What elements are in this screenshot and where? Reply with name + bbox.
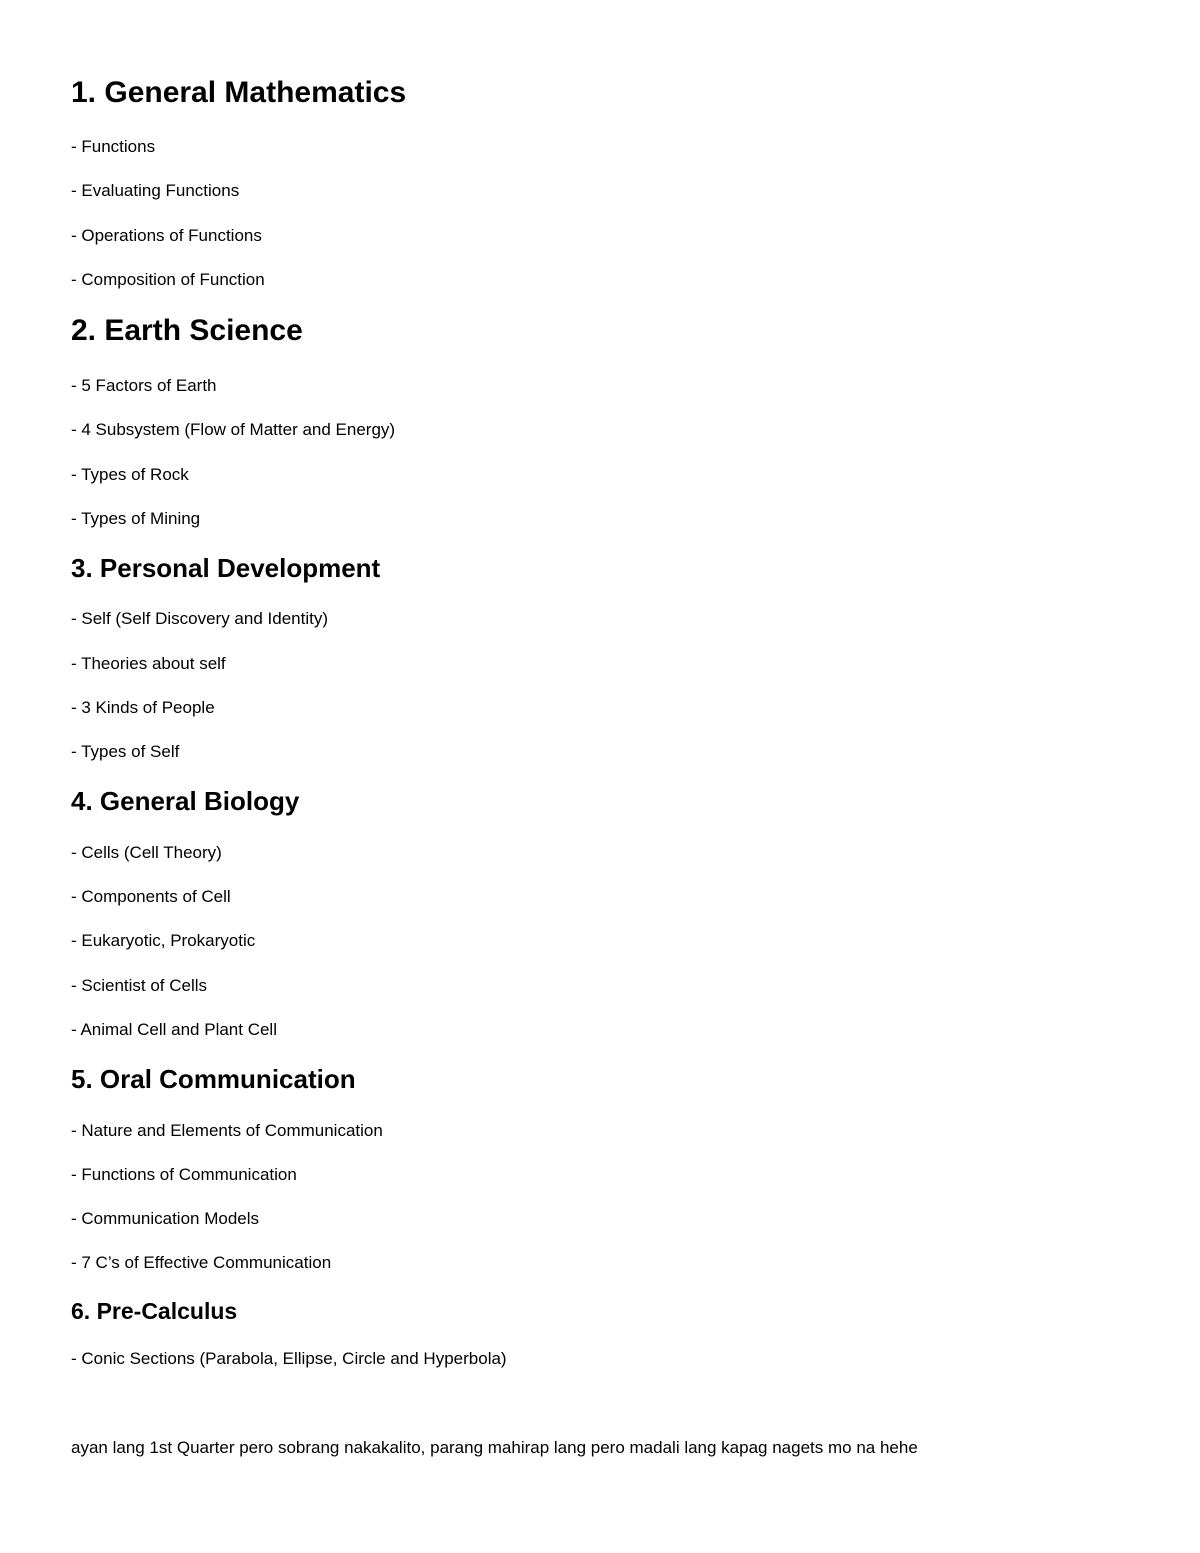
list-item: - Types of Mining (71, 509, 201, 528)
list-item: - Scientist of Cells (71, 976, 208, 995)
list-item: - Functions (71, 137, 156, 156)
list-item: - Components of Cell (71, 887, 231, 906)
list-item: - Evaluating Functions (71, 181, 240, 200)
list-item: - Eukaryotic, Prokaryotic (71, 931, 256, 950)
section-heading-personal-development: 3. Personal Development (71, 553, 381, 583)
list-item: - Composition of Function (71, 270, 265, 289)
footer-note: ayan lang 1st Quarter pero sobrang nakakalito, parang mahirap lang pero madali lang kapag nagets mo na hehe (71, 1438, 918, 1457)
list-item: - Types of Rock (71, 465, 189, 484)
list-item: - 4 Subsystem (Flow of Matter and Energy) (71, 420, 396, 439)
list-item: - Self (Self Discovery and Identity) (71, 609, 328, 628)
list-item: - Operations of Functions (71, 226, 262, 245)
section-heading-oral-communication: 5. Oral Communication (71, 1064, 356, 1094)
list-item: - 7 C’s of Effective Communication (71, 1253, 332, 1272)
list-item: - Types of Self (71, 742, 180, 761)
list-item: - Cells (Cell Theory) (71, 843, 222, 862)
section-heading-general-biology: 4. General Biology (71, 786, 300, 816)
list-item: - Nature and Elements of Communication (71, 1121, 383, 1140)
list-item: - Conic Sections (Parabola, Ellipse, Circle and Hyperbola) (71, 1349, 507, 1368)
list-item: - 3 Kinds of People (71, 698, 215, 717)
section-heading-earth-science: 2. Earth Science (71, 314, 303, 347)
list-item: - Animal Cell and Plant Cell (71, 1020, 277, 1039)
section-heading-pre-calculus: 6. Pre-Calculus (71, 1298, 238, 1324)
list-item: - 5 Factors of Earth (71, 376, 217, 395)
section-heading-general-mathematics: 1. General Mathematics (71, 76, 407, 109)
list-item: - Communication Models (71, 1209, 260, 1228)
list-item: - Theories about self (71, 654, 226, 673)
list-item: - Functions of Communication (71, 1165, 297, 1184)
